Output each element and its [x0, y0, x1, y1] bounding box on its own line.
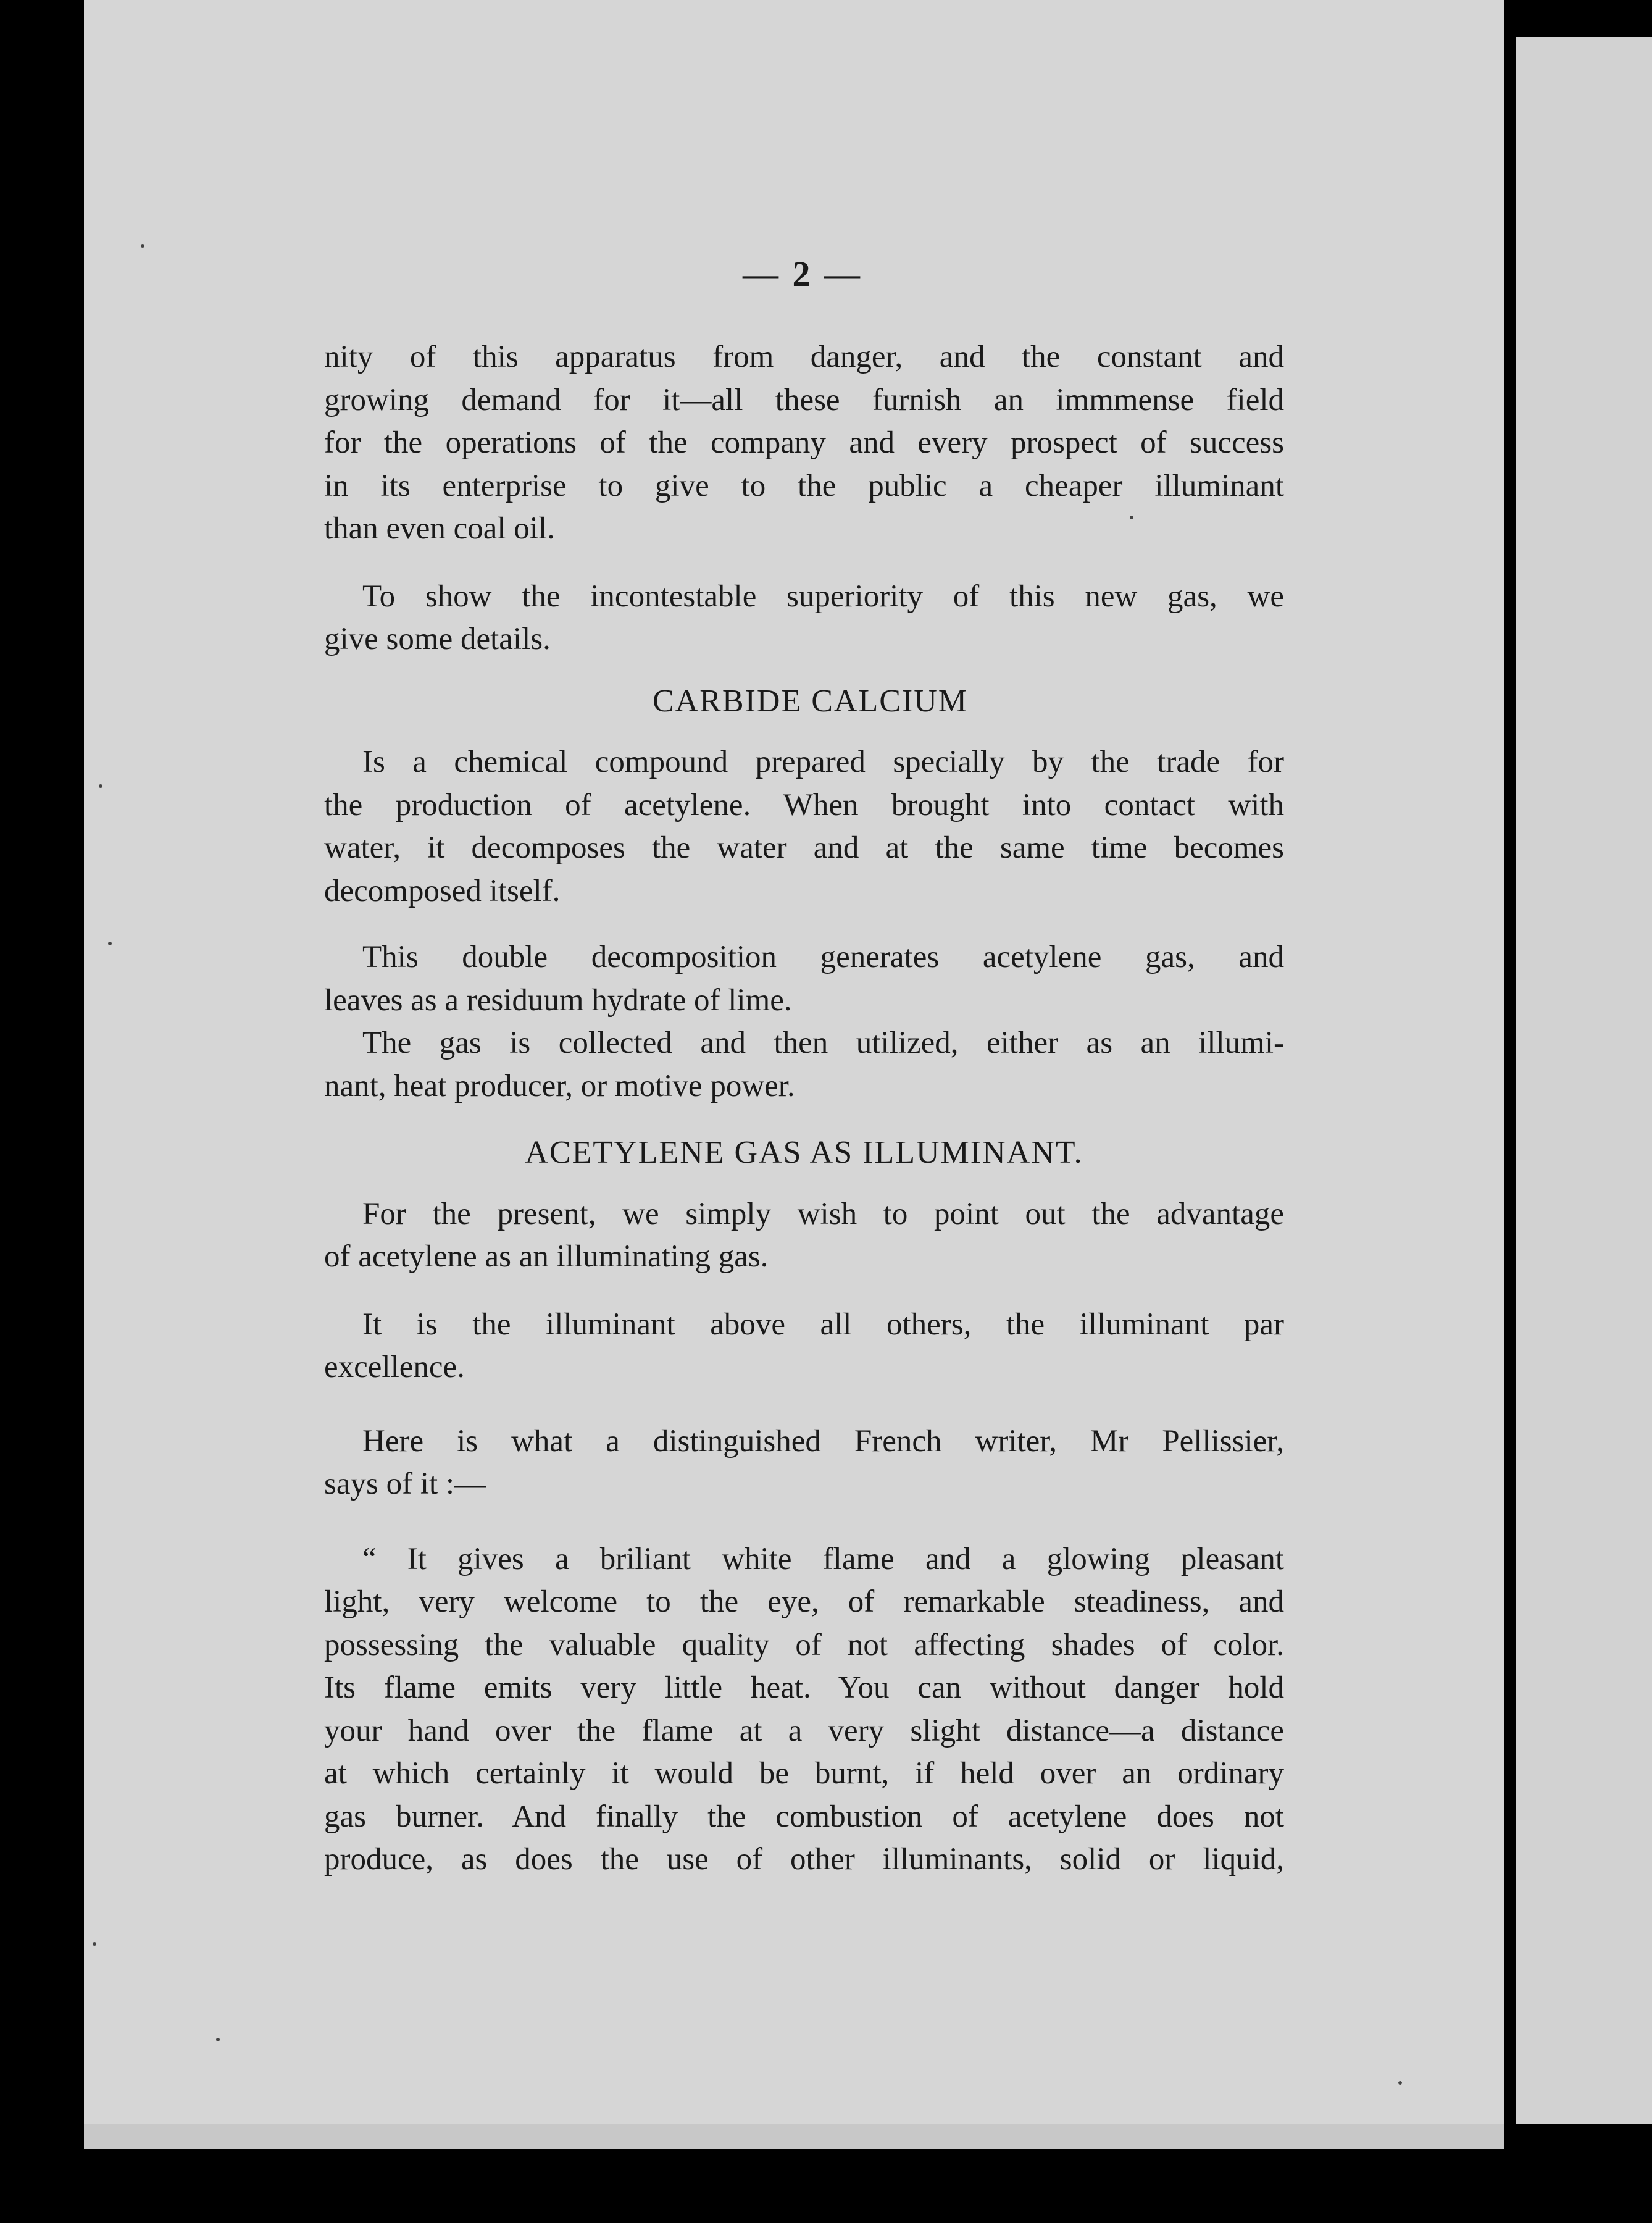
scan-speck — [141, 244, 144, 248]
paragraph-7 — [324, 1304, 1284, 1389]
adjacent-page-edge — [1516, 37, 1652, 2124]
scan-speck — [216, 2038, 220, 2041]
scan-speck — [108, 942, 112, 945]
paragraph-6 — [324, 1193, 1284, 1279]
body-text — [324, 253, 1284, 1882]
text-line: than even coal oil. — [324, 511, 555, 546]
text-line: nity of this apparatus from danger, and the constant and — [324, 340, 1284, 374]
text-line: the production of acetylene. When brought into contact with — [324, 787, 1284, 823]
text-line: The gas is collected and then utilized, either as an illumi- — [362, 1026, 1284, 1060]
paragraph-1 — [324, 336, 1284, 551]
scan-speck — [93, 1942, 96, 1946]
paragraph-2 — [324, 576, 1284, 661]
text-line: says of it :— — [324, 1467, 486, 1501]
text-line: light, very welcome to the eye, of remarkable steadiness, and — [324, 1585, 1284, 1619]
paragraph-8 — [324, 1420, 1284, 1506]
paragraph-3 — [324, 741, 1284, 913]
paragraph-9-quote — [324, 1538, 1284, 1882]
text-line: Here is what a distinguished French writer, Mr Pellissier, — [362, 1423, 1284, 1459]
text-line: in its enterprise to give to the public a cheaper illuminant — [324, 468, 1284, 503]
heading-acetylene-illuminant: ACETYLENE GAS AS ILLUMINANT. — [525, 1135, 1083, 1170]
page-number: — 2 — — [743, 254, 862, 294]
text-line: of acetylene as an illuminating gas. — [324, 1239, 769, 1274]
text-line: leaves as a residuum hydrate of lime. — [324, 982, 792, 1018]
text-line: Its flame emits very little heat. You can without danger hold — [324, 1670, 1284, 1705]
text-line: at which certainly it would be burnt, if held over an ordinary — [324, 1756, 1284, 1791]
text-line: growing demand for it—all these furnish an immmense field — [324, 382, 1284, 417]
text-line: This double decomposition generates acetylene gas, and — [362, 940, 1284, 974]
text-line: your hand over the flame at a very slight distance—a distance — [324, 1713, 1284, 1748]
text-line: give some details. — [324, 622, 551, 656]
text-line: “ It gives a briliant white flame and a glowing pleasant — [362, 1541, 1284, 1576]
text-line: Is a chemical compound prepared specially by the trade for — [362, 745, 1284, 779]
text-line: produce, as does the use of other illuminants, solid or liquid, — [324, 1842, 1284, 1877]
text-line: water, it decomposes the water and at the same time becomes — [324, 831, 1284, 865]
heading-carbide-calcium: CARBIDE CALCIUM — [652, 683, 969, 719]
text-line: To show the incontestable superiority of this new gas, we — [362, 579, 1284, 614]
text-line: possessing the valuable quality of not affecting shades of color. — [324, 1627, 1284, 1662]
text-line: decomposed itself. — [324, 873, 561, 908]
text-line: It is the illuminant above all others, the illuminant par — [362, 1307, 1284, 1342]
text-line: excellence. — [324, 1350, 465, 1384]
scan-speck — [1398, 2081, 1402, 2085]
text-line: for the operations of the company and every prospect of success — [324, 425, 1284, 460]
text-line: For the present, we simply wish to point out the advantage — [362, 1196, 1284, 1231]
text-line: gas burner. And finally the combustion of acetylene does not — [324, 1799, 1284, 1834]
scan-speck — [99, 784, 102, 788]
paragraph-5 — [324, 1022, 1284, 1108]
paragraph-4 — [324, 936, 1284, 1022]
text-line: nant, heat producer, or motive power. — [324, 1068, 795, 1103]
page-gutter — [1504, 0, 1516, 2124]
scan-speck — [1130, 516, 1133, 519]
